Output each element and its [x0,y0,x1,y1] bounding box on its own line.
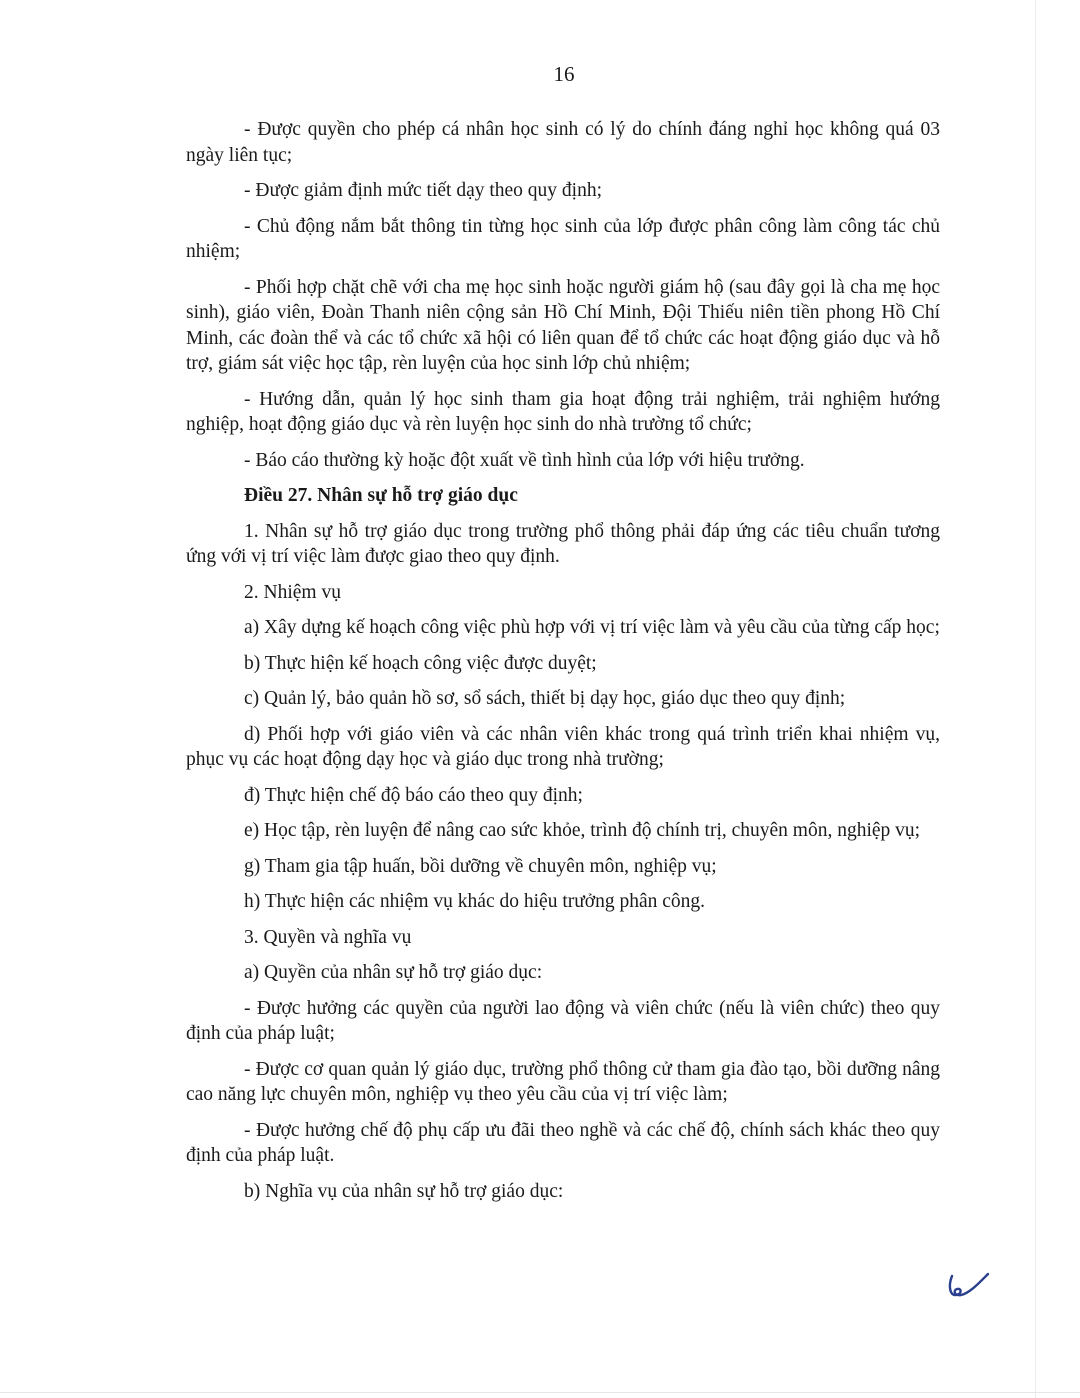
paragraph: - Được hưởng chế độ phụ cấp ưu đãi theo nghề và các chế độ, chính sách khác theo quy định của pháp luật. [186,1119,940,1166]
list-item: e) Học tập, rèn luyện để nâng cao sức khỏe, trình độ chính trị, chuyên môn, nghiệp vụ; [244,820,921,841]
document-body [186,117,940,1214]
handwritten-initial-icon [944,1268,992,1304]
list-item: d) Phối hợp với giáo viên và các nhân viên khác trong quá trình triển khai nhiệm vụ, phục vụ các hoạt động dạy học và giáo dục trong nhà trường; [186,723,940,770]
subsection-label: b) Nghĩa vụ của nhân sự hỗ trợ giáo dục: [244,1180,564,1202]
paragraph: 1. Nhân sự hỗ trợ giáo dục trong trường phổ thông phải đáp ứng các tiêu chuẩn tương ứng với vị trí việc làm được giao theo quy định. [186,520,940,567]
page-number: 16 [553,62,575,86]
page-edge-right [1035,0,1036,1398]
paragraph: - Được hưởng các quyền của người lao động và viên chức (nếu là viên chức) theo quy định của pháp luật; [186,997,940,1044]
paragraph: - Chủ động nắm bắt thông tin từng học sinh của lớp được phân công làm công tác chủ nhiệm; [186,215,940,262]
paragraph: - Phối hợp chặt chẽ với cha mẹ học sinh hoặc người giám hộ (sau đây gọi là cha mẹ học sinh), giáo viên, Đoàn Thanh niên cộng sản Hồ Chí Minh, Đội Thiếu niên tiền phong Hồ Chí Minh, các đoàn thể và các tổ chức xã hội có liên quan để tổ chức các hoạt động giáo dục và hỗ trợ, giám sát việc học tập, rèn luyện của học sinh lớp chủ nhiệm; [186,276,940,374]
subsection-label: a) Quyền của nhân sự hỗ trợ giáo dục: [244,962,543,983]
paragraph: - Được quyền cho phép cá nhân học sinh có lý do chính đáng nghỉ học không quá 03 ngày liên tục; [186,119,940,166]
paragraph: - Được cơ quan quản lý giáo dục, trường phổ thông cử tham gia đào tạo, bồi dưỡng nâng cao năng lực chuyên môn, nghiệp vụ theo yêu cầu của vị trí việc làm; [186,1058,940,1105]
list-item: đ) Thực hiện chế độ báo cáo theo quy định; [244,784,583,806]
paragraph: - Báo cáo thường kỳ hoặc đột xuất về tình hình của lớp với hiệu trưởng. [244,449,805,471]
list-item: a) Xây dựng kế hoạch công việc phù hợp với vị trí việc làm và yêu cầu của từng cấp học; [244,617,940,638]
article-heading: Điều 27. Nhân sự hỗ trợ giáo dục [244,485,518,506]
list-item: h) Thực hiện các nhiệm vụ khác do hiệu trưởng phân công. [244,891,706,912]
list-item: c) Quản lý, bảo quản hồ sơ, sổ sách, thiết bị dạy học, giáo dục theo quy định; [244,688,846,709]
page-edge-bottom [0,1392,1080,1393]
list-item: g) Tham gia tập huấn, bồi dưỡng về chuyên môn, nghiệp vụ; [244,855,717,877]
section-label: 2. Nhiệm vụ [244,581,341,603]
paragraph: - Hướng dẫn, quản lý học sinh tham gia hoạt động trải nghiệm, trải nghiệm hướng nghiệp, hoạt động giáo dục và rèn luyện học sinh do nhà trường tổ chức; [186,388,940,435]
list-item: b) Thực hiện kế hoạch công việc được duyệt; [244,652,597,674]
paragraph: - Được giảm định mức tiết dạy theo quy định; [244,180,603,201]
section-label: 3. Quyền và nghĩa vụ [244,926,412,948]
